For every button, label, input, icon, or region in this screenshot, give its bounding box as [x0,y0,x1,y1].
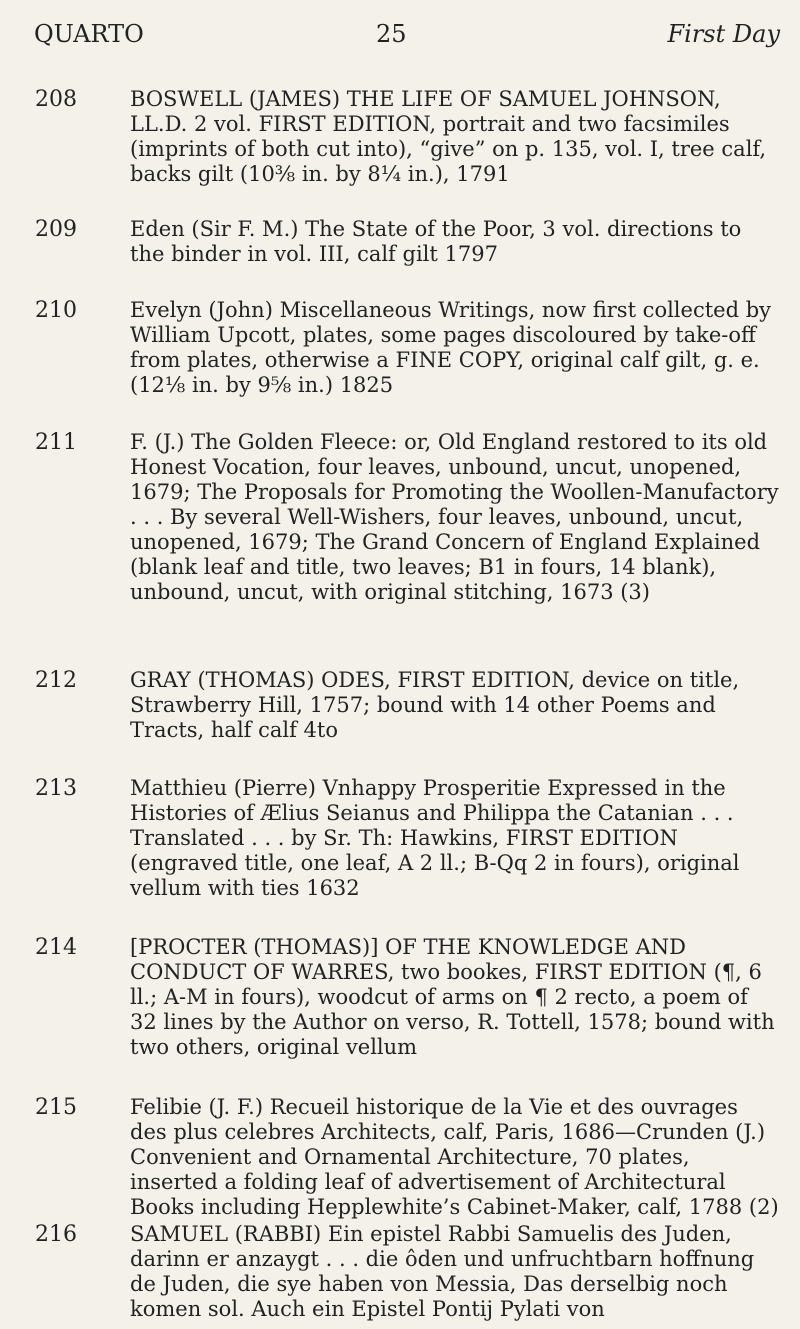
entry-description: SAMUEL (RABBI) Ein epistel Rabbi Samuelis des Juden, darinn er anzaygt . . . die ôden und unfruchtbarn hoffnung de Juden, die sye haben von Messia, Das derselbig noch komen sol. Auch ein Epistel Pontij Pylati von [130,1222,755,1321]
sale-day-label: First Day [667,20,780,48]
lot-number: 208 [35,87,77,112]
lot-number: 214 [35,935,77,960]
format-label: QUARTO [34,20,144,48]
entry-description: Felibie (J. F.) Recueil historique de la Vie et des ouvrages des plus celebres Architects, calf, Paris, 1686—Crunden (J.) Convenient and Ornamental Architecture, 70 plates, inserted a folding leaf of advertisement of Architectural Books including Hepplewhite’s Cabinet-Maker, calf, 1788 (2) [130,1095,779,1219]
lot-number: 215 [35,1095,77,1120]
lot-number: 210 [35,298,77,323]
lot-number: 213 [35,776,77,801]
entry-description: Matthieu (Pierre) Vnhappy Prosperitie Expressed in the Histories of Ælius Seianus and Philippa the Catanian . . . Translated . . . by Sr. Th: Hawkins, FIRST EDITION (engraved title, one leaf, A 2 ll.; B-Qq 2 in fours), original vellum with ties 1632 [130,776,740,900]
entry-description: [PROCTER (THOMAS)] OF THE KNOWLEDGE AND CONDUCT OF WARRES, two bookes, FIRST EDITION (¶, 6 ll.; A-M in fours), woodcut of arms on ¶ 2 recto, a poem of 32 lines by the Author on verso, R. Tottell, 1578; bound with two others, original vellum [130,935,775,1059]
entry-description: BOSWELL (JAMES) THE LIFE OF SAMUEL JOHNSON, LL.D. 2 vol. FIRST EDITION, portrait and two facsimiles (imprints of both cut into), “give” on p. 135, vol. I, tree calf, backs gilt (10⅜ in. by 8¼ in.), 1791 [130,87,767,186]
entry-description: GRAY (THOMAS) ODES, FIRST EDITION, device on title, Strawberry Hill, 1757; bound with 14 other Poems and Tracts, half calf 4to [130,668,740,742]
lot-number: 212 [35,668,77,693]
lot-number: 216 [35,1222,77,1247]
entry-description: Eden (Sir F. M.) The State of the Poor, 3 vol. directions to the binder in vol. III, calf gilt 1797 [130,217,742,266]
page-header [34,20,780,60]
lot-number: 209 [35,217,77,242]
entry-description: Evelyn (John) Miscellaneous Writings, now first collected by William Upcott, plates, some pages discoloured by take-off from plates, otherwise a FINE COPY, original calf gilt, g. e. (12⅛ in. by 9⅝ in.) 1825 [130,298,772,397]
page-number: 25 [376,20,407,48]
lot-number: 211 [35,430,77,455]
entry-description: F. (J.) The Golden Fleece: or, Old England restored to its old Honest Vocation, four leaves, unbound, uncut, unopened, 1679; The Proposals for Promoting the Woollen-Manufactory . . . By several Well-Wishers, four leaves, unbound, uncut, unopened, 1679; The Grand Concern of England Explained (blank leaf and title, two leaves; B1 in fours, 14 blank), unbound, uncut, with original stitching, 1673 (3) [130,430,779,604]
